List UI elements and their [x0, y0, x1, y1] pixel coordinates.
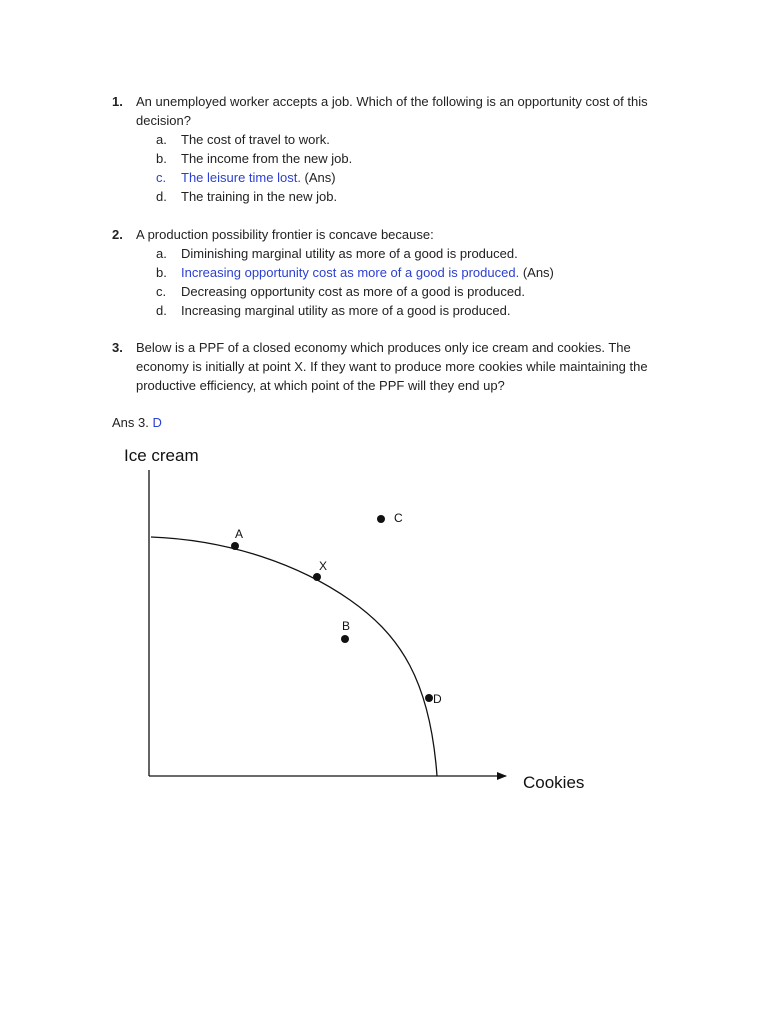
- option-letter: c.: [156, 170, 167, 185]
- option-text: The leisure time lost.: [181, 170, 301, 185]
- option-text: Increasing opportunity cost as more of a good is produced.: [181, 265, 520, 280]
- point-a-marker: [231, 542, 239, 550]
- option-letter: a.: [156, 246, 167, 261]
- option-text: The income from the new job.: [181, 151, 353, 166]
- question-number: 3.: [112, 340, 123, 355]
- point-x-marker: [313, 573, 321, 581]
- option-letter: b.: [156, 265, 167, 280]
- answer-marker: (Ans): [519, 265, 554, 280]
- x-axis-label: Cookies: [523, 773, 585, 792]
- option-letter: d.: [156, 303, 167, 318]
- point-c-marker: [377, 515, 385, 523]
- question-number: 1.: [112, 94, 123, 109]
- point-a-label: A: [235, 527, 244, 541]
- answer-label: Ans 3.: [112, 415, 153, 430]
- question-text: Below is a PPF of a closed economy which produces only ice cream and cookies. The economy is initially at point X. If they want to produce more cookies while maintaining the productive efficiency, at which point of the PPF will they end up?: [136, 340, 648, 393]
- point-c-label: C: [394, 511, 403, 525]
- y-axis-label: Ice cream: [124, 446, 199, 465]
- answer-value: D: [152, 415, 162, 430]
- option-letter: d.: [156, 189, 167, 204]
- ppf-curve: [151, 537, 437, 776]
- point-d-label: D: [433, 692, 442, 706]
- point-b-label: B: [342, 619, 351, 633]
- point-d-marker: [425, 694, 433, 702]
- answer-marker: (Ans): [300, 170, 336, 185]
- point-b-marker: [341, 635, 349, 643]
- option-letter: a.: [156, 132, 167, 147]
- option-text: The training in the new job.: [181, 189, 338, 204]
- point-x-label: X: [319, 559, 328, 573]
- option-text: Decreasing opportunity cost as more of a good is produced.: [181, 284, 525, 299]
- question-text: A production possibility frontier is concave because:: [136, 227, 434, 242]
- option-letter: b.: [156, 151, 167, 166]
- question-text: An unemployed worker accepts a job. Which of the following is an opportunity cost of this decision?: [136, 94, 648, 128]
- option-letter: c.: [156, 284, 167, 299]
- option-text: The cost of travel to work.: [181, 132, 330, 147]
- question-number: 2.: [112, 227, 123, 242]
- option-text: Diminishing marginal utility as more of a good is produced.: [181, 246, 518, 261]
- option-text: Increasing marginal utility as more of a good is produced.: [181, 303, 511, 318]
